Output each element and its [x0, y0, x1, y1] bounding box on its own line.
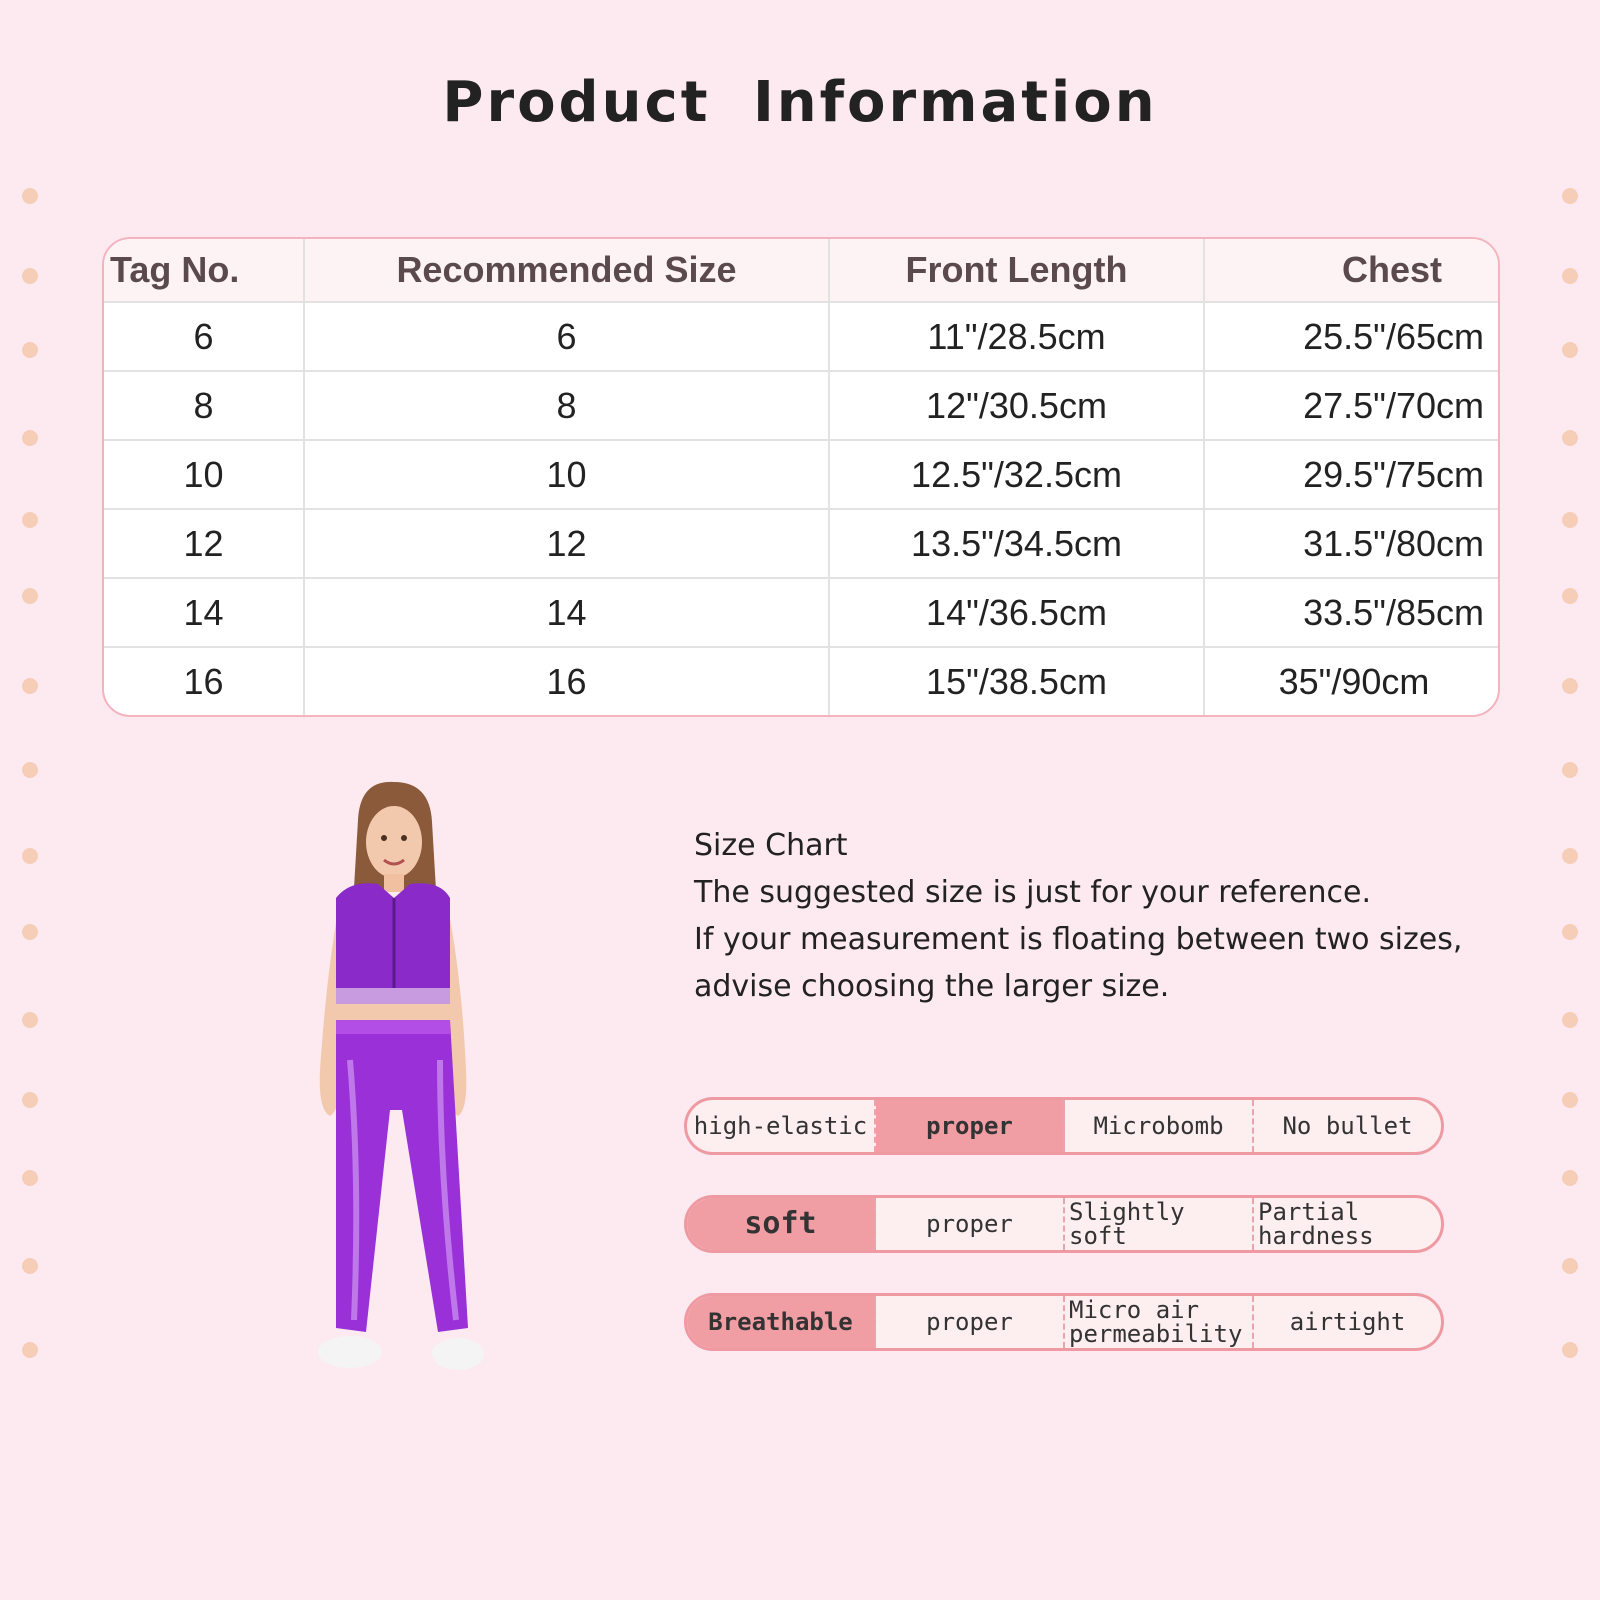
size-table — [104, 239, 1500, 715]
decorative-dot — [22, 848, 38, 864]
rating-option-soft-2: Slightly soft — [1065, 1198, 1254, 1250]
rating-option-breath-0: Breathable — [687, 1296, 876, 1348]
table-row — [104, 371, 1500, 440]
decorative-dot — [22, 1170, 38, 1186]
cell-tag-no: 16 — [104, 647, 304, 715]
cell-front-length: 11"/28.5cm — [829, 302, 1204, 371]
decorative-dot — [22, 188, 38, 204]
notes-heading: Size Chart — [694, 828, 848, 863]
rating-option-elastic-2: Microbomb — [1065, 1100, 1254, 1152]
decorative-dot — [1562, 1342, 1578, 1358]
size-table-container — [102, 237, 1500, 717]
cell-tag-no: 8 — [104, 371, 304, 440]
notes-line: If your measurement is floating between two sizes, — [694, 922, 1463, 957]
cell-front-length: 12.5"/32.5cm — [829, 440, 1204, 509]
decorative-dot — [1562, 342, 1578, 358]
decorative-dot — [1562, 678, 1578, 694]
decorative-dot — [1562, 1012, 1578, 1028]
cell-recommended-size: 8 — [304, 371, 829, 440]
cell-chest: 31.5"/80cm — [1204, 509, 1500, 578]
decorative-dot — [1562, 1258, 1578, 1274]
decorative-dot — [22, 924, 38, 940]
size-notes — [694, 822, 1494, 1010]
decorative-dot — [22, 268, 38, 284]
decorative-dot — [1562, 588, 1578, 604]
elasticity-rating — [684, 1097, 1444, 1155]
cell-front-length: 12"/30.5cm — [829, 371, 1204, 440]
decorative-dot — [22, 588, 38, 604]
notes-line: advise choosing the larger size. — [694, 969, 1170, 1004]
table-header-row — [104, 239, 1500, 302]
decorative-dot — [22, 1092, 38, 1108]
notes-line: The suggested size is just for your reference. — [694, 875, 1371, 910]
cell-tag-no: 12 — [104, 509, 304, 578]
decorative-dot — [1562, 188, 1578, 204]
header-chest: Chest — [1204, 239, 1500, 302]
cell-front-length: 13.5"/34.5cm — [829, 509, 1204, 578]
table-row — [104, 578, 1500, 647]
rating-option-soft-0: soft — [687, 1198, 876, 1250]
cell-recommended-size: 10 — [304, 440, 829, 509]
decorative-dot — [22, 1012, 38, 1028]
decorative-dot — [22, 1342, 38, 1358]
rating-option-breath-2: Micro air permeability — [1065, 1296, 1254, 1348]
decorative-dot — [1562, 924, 1578, 940]
decorative-dot — [22, 512, 38, 528]
table-row — [104, 509, 1500, 578]
cell-chest: 27.5"/70cm — [1204, 371, 1500, 440]
rating-option-breath-3: airtight — [1289, 1308, 1406, 1336]
header-front-length: Front Length — [829, 239, 1204, 302]
cell-front-length: 14"/36.5cm — [829, 578, 1204, 647]
table-row — [104, 302, 1500, 371]
cell-tag-no: 14 — [104, 578, 304, 647]
decorative-dot — [22, 678, 38, 694]
decorative-dot — [1562, 512, 1578, 528]
cell-chest: 29.5"/75cm — [1204, 440, 1500, 509]
cell-tag-no: 6 — [104, 302, 304, 371]
cell-front-length: 15"/38.5cm — [829, 647, 1204, 715]
rating-option-soft-1: proper — [876, 1198, 1065, 1250]
breathability-rating — [684, 1293, 1444, 1351]
cell-recommended-size: 6 — [304, 302, 829, 371]
decorative-dot — [22, 430, 38, 446]
rating-option-breath-1: proper — [876, 1296, 1065, 1348]
decorative-dot — [1562, 1170, 1578, 1186]
decorative-dot — [1562, 430, 1578, 446]
cell-chest: 25.5"/65cm — [1204, 302, 1500, 371]
page-title: Product Information — [442, 70, 1158, 135]
cell-recommended-size: 16 — [304, 647, 829, 715]
header-tag-no: Tag No. — [104, 239, 304, 302]
decorative-dot — [1562, 1092, 1578, 1108]
decorative-dot — [1562, 762, 1578, 778]
decorative-dot — [22, 342, 38, 358]
cell-recommended-size: 12 — [304, 509, 829, 578]
table-row — [104, 647, 1500, 715]
decorative-dot — [1562, 848, 1578, 864]
cell-tag-no: 10 — [104, 440, 304, 509]
cell-chest: 33.5"/85cm — [1204, 578, 1500, 647]
rating-option-elastic-0: high-elastic — [687, 1100, 876, 1152]
cell-recommended-size: 14 — [304, 578, 829, 647]
header-recommended-size: Recommended Size — [304, 239, 829, 302]
table-row — [104, 440, 1500, 509]
rating-option-soft-3: Partial hardness — [1258, 1198, 1374, 1250]
decorative-dot — [1562, 268, 1578, 284]
rating-option-elastic-3: No bullet — [1282, 1112, 1413, 1140]
decorative-dot — [22, 762, 38, 778]
softness-rating — [684, 1195, 1444, 1253]
rating-option-elastic-1: proper — [876, 1100, 1065, 1152]
product-photo — [290, 780, 530, 1400]
decorative-dot — [22, 1258, 38, 1274]
cell-chest: 35"/90cm — [1278, 660, 1430, 702]
